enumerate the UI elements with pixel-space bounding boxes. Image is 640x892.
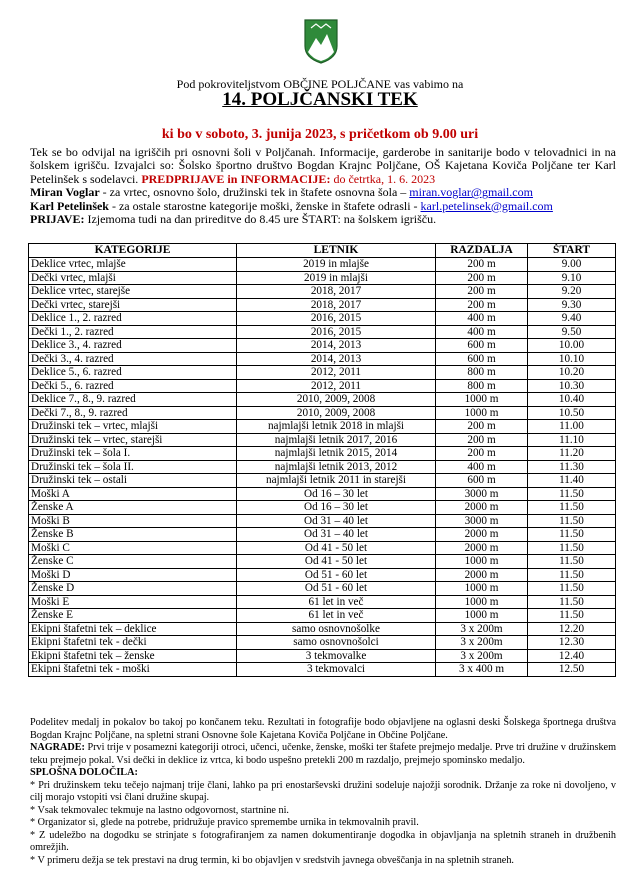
cell-category: Deklice vrtec, mlajše	[29, 258, 237, 272]
cell-start: 9.20	[528, 285, 616, 299]
table-row	[29, 663, 616, 677]
col-header-category: KATEGORIJE	[29, 244, 237, 258]
cell-birth-year: Od 31 – 40 let	[237, 528, 436, 542]
cell-distance: 200 m	[436, 298, 528, 312]
cell-start: 10.00	[528, 339, 616, 353]
contact-role-2: - za ostale starostne kategorije moški, ženske in štafete odrasli -	[111, 198, 418, 213]
sponsor-line: Pod pokroviteljstvom OBČINE POLJČANE vas vabimo na	[176, 77, 464, 91]
cell-category: Ženske B	[29, 528, 237, 542]
table-row	[29, 568, 616, 582]
footer-rule-2: * Vsak tekmovalec tekmuje na lastno odgovornost, startnine ni.	[30, 804, 289, 816]
footer-rule-3: * Organizator si, glede na potrebe, pridružuje pravico spremembe urnika in tekmovalnih pravil.	[30, 817, 419, 828]
cell-start: 11.50	[528, 568, 616, 582]
cell-category: Družinski tek – šola I.	[29, 447, 237, 461]
cell-birth-year: Od 31 – 40 let	[237, 514, 436, 528]
cell-birth-year: samo osnovnošolci	[237, 636, 436, 650]
cell-category: Moški C	[29, 541, 237, 555]
table-row	[29, 271, 616, 285]
cell-distance: 1000 m	[436, 393, 528, 407]
table-row	[29, 541, 616, 555]
table-row	[29, 285, 616, 299]
cell-birth-year: 2018, 2017	[237, 298, 436, 312]
cell-start: 11.50	[528, 595, 616, 609]
table-row	[29, 379, 616, 393]
footer-awards: NAGRADE: Prvi trije v posamezni kategoriji otroci, učenci, učenke, ženske, moški ter štafete prejmejo medalje. Prve tri družine v družinskem teku prejmejo pokal. Vsi dečki in deklice iz vrtca, ki bodo uspešno pretekli 200 m razdaljo, prejmejo spominsko medaljo.	[30, 742, 616, 766]
cell-birth-year: 2018, 2017	[237, 285, 436, 299]
table-row	[29, 447, 616, 461]
cell-birth-year: 2019 in mlajše	[237, 258, 436, 272]
contact-email-1[interactable]: miran.voglar@gmail.com	[409, 185, 533, 200]
table-row	[29, 582, 616, 596]
cell-category: Ženske A	[29, 501, 237, 515]
table-row	[29, 487, 616, 501]
registration-note-label: PRIJAVE:	[30, 212, 85, 227]
schedule-table	[28, 243, 616, 677]
cell-category: Ekipni štafetni tek - moški	[29, 663, 237, 677]
contact-email-2[interactable]: karl.petelinsek@gmail.com	[420, 198, 553, 213]
footer-rule-1: * Pri družinskem teku tečejo najmanj trije člani, lahko pa pri enostarševski družini sodeluje najožji sorodnik. Držanje za roke ni dovoljeno, v cilj morajo vstopiti vsi člani družine skupaj.	[30, 779, 616, 803]
cell-distance: 400 m	[436, 312, 528, 326]
cell-birth-year: 2014, 2013	[237, 339, 436, 353]
cell-category: Družinski tek – vrtec, starejši	[29, 433, 237, 447]
cell-distance: 1000 m	[436, 582, 528, 596]
cell-start: 9.40	[528, 312, 616, 326]
intro-text: Tek se bo odvijal na igriščih pri osnovni šoli v Poljčanah. Informacije, garderobe in sanitarije bodo v telovadnici in na šolskem igrišču. Izvajalci so: Šolsko športno društvo Bogdan Krajnc Poljčane, OŠ Kajetana Koviča Poljčane ter Karl Petelinšek s sodelavci.	[30, 145, 616, 186]
cell-birth-year: Od 41 - 50 let	[237, 541, 436, 555]
cell-birth-year: 2012, 2011	[237, 379, 436, 393]
cell-distance: 400 m	[436, 460, 528, 474]
event-title: 14. POLJČANSKI TEK	[222, 89, 418, 110]
cell-category: Dečki 3., 4. razred	[29, 352, 237, 366]
cell-start: 10.40	[528, 393, 616, 407]
cell-distance: 600 m	[436, 352, 528, 366]
table-row	[29, 406, 616, 420]
table-row	[29, 393, 616, 407]
cell-distance: 2000 m	[436, 501, 528, 515]
cell-category: Deklice 3., 4. razred	[29, 339, 237, 353]
cell-start: 11.50	[528, 514, 616, 528]
table-row	[29, 366, 616, 380]
cell-distance: 1000 m	[436, 406, 528, 420]
municipality-crest-icon	[303, 18, 339, 64]
cell-category: Deklice 1., 2. razred	[29, 312, 237, 326]
cell-distance: 1000 m	[436, 595, 528, 609]
cell-birth-year: 61 let in več	[237, 609, 436, 623]
table-row	[29, 312, 616, 326]
cell-start: 10.10	[528, 352, 616, 366]
cell-birth-year: najmlajši letnik 2018 in mlajši	[237, 420, 436, 434]
cell-category: Ženske D	[29, 582, 237, 596]
contact-name-2: Karl Petelinšek	[30, 198, 109, 213]
cell-distance: 3000 m	[436, 514, 528, 528]
cell-category: Deklice vrtec, starejše	[29, 285, 237, 299]
cell-start: 11.20	[528, 447, 616, 461]
cell-start: 10.50	[528, 406, 616, 420]
cell-birth-year: 61 let in več	[237, 595, 436, 609]
table-row	[29, 420, 616, 434]
cell-birth-year: samo osnovnošolke	[237, 622, 436, 636]
cell-start: 11.00	[528, 420, 616, 434]
table-row	[29, 501, 616, 515]
cell-start: 11.50	[528, 541, 616, 555]
cell-distance: 200 m	[436, 285, 528, 299]
cell-start: 12.30	[528, 636, 616, 650]
table-row	[29, 595, 616, 609]
footer-rules-heading: SPLOŠNA DOLOČILA:	[30, 767, 138, 778]
cell-distance: 800 m	[436, 366, 528, 380]
cell-distance: 200 m	[436, 258, 528, 272]
cell-start: 11.40	[528, 474, 616, 488]
cell-distance: 200 m	[436, 447, 528, 461]
cell-distance: 1000 m	[436, 609, 528, 623]
cell-start: 9.10	[528, 271, 616, 285]
cell-distance: 3 x 400 m	[436, 663, 528, 677]
cell-birth-year: Od 16 – 30 let	[237, 501, 436, 515]
cell-category: Dečki 5., 6. razred	[29, 379, 237, 393]
cell-distance: 2000 m	[436, 541, 528, 555]
cell-start: 11.50	[528, 487, 616, 501]
cell-distance: 3 x 200m	[436, 649, 528, 663]
cell-category: Družinski tek – vrtec, mlajši	[29, 420, 237, 434]
cell-birth-year: najmlajši letnik 2017, 2016	[237, 433, 436, 447]
registration-heading: PREDPRIJAVE in INFORMACIJE:	[141, 171, 331, 186]
registration-note: Izjemoma tudi na dan prireditve do 8.45 ure ŠTART: na šolskem igrišču.	[87, 212, 437, 227]
cell-category: Dečki vrtec, starejši	[29, 298, 237, 312]
cell-distance: 3000 m	[436, 487, 528, 501]
cell-birth-year: najmlajši letnik 2011 in starejši	[237, 474, 436, 488]
cell-birth-year: najmlajši letnik 2015, 2014	[237, 447, 436, 461]
cell-birth-year: najmlajši letnik 2013, 2012	[237, 460, 436, 474]
cell-start: 12.40	[528, 649, 616, 663]
cell-distance: 3 x 200m	[436, 622, 528, 636]
cell-distance: 200 m	[436, 420, 528, 434]
cell-category: Deklice 5., 6. razred	[29, 366, 237, 380]
cell-category: Dečki 1., 2. razred	[29, 325, 237, 339]
cell-start: 10.20	[528, 366, 616, 380]
table-row	[29, 352, 616, 366]
cell-distance: 2000 m	[436, 568, 528, 582]
cell-birth-year: Od 41 - 50 let	[237, 555, 436, 569]
cell-birth-year: 2014, 2013	[237, 352, 436, 366]
cell-category: Ekipni štafetni tek - dečki	[29, 636, 237, 650]
cell-birth-year: Od 51 - 60 let	[237, 568, 436, 582]
table-row	[29, 474, 616, 488]
cell-category: Moški B	[29, 514, 237, 528]
contact-name-1: Miran Voglar	[30, 185, 100, 200]
cell-birth-year: 3 tekmovalci	[237, 663, 436, 677]
table-row	[29, 622, 616, 636]
cell-category: Dečki 7., 8., 9. razred	[29, 406, 237, 420]
cell-start: 11.50	[528, 582, 616, 596]
cell-category: Ekipni štafetni tek – deklice	[29, 622, 237, 636]
cell-distance: 200 m	[436, 433, 528, 447]
footer-rule-4: * Z udeležbo na dogodku se strinjate s fotografiranjem za namen dokumentiranje dogodka in objavljanja na spletnih straneh in družbenih omrežjih.	[30, 829, 616, 853]
cell-category: Dečki vrtec, mlajši	[29, 271, 237, 285]
cell-category: Ženske C	[29, 555, 237, 569]
cell-category: Ekipni štafetni tek – ženske	[29, 649, 237, 663]
table-row	[29, 339, 616, 353]
cell-category: Moški D	[29, 568, 237, 582]
cell-distance: 600 m	[436, 474, 528, 488]
cell-distance: 600 m	[436, 339, 528, 353]
cell-start: 12.20	[528, 622, 616, 636]
cell-distance: 3 x 200m	[436, 636, 528, 650]
cell-category: Družinski tek – ostali	[29, 474, 237, 488]
cell-category: Moški A	[29, 487, 237, 501]
contact-role-1: - za vrtec, osnovno šolo, družinski tek in štafete osnovna šola –	[102, 185, 407, 200]
cell-start: 9.50	[528, 325, 616, 339]
table-row	[29, 460, 616, 474]
cell-start: 11.10	[528, 433, 616, 447]
table-row	[29, 514, 616, 528]
cell-birth-year: 2010, 2009, 2008	[237, 406, 436, 420]
cell-distance: 200 m	[436, 271, 528, 285]
cell-start: 12.50	[528, 663, 616, 677]
table-row	[29, 433, 616, 447]
footer-rule-5: * V primeru dežja se tek prestavi na drug termin, ki bo objavljen v sredstvih javnega obveščanja in na spletnih straneh.	[30, 854, 514, 866]
cell-start: 11.50	[528, 609, 616, 623]
table-row	[29, 528, 616, 542]
cell-birth-year: 2016, 2015	[237, 312, 436, 326]
cell-start: 10.30	[528, 379, 616, 393]
registration-deadline: do četrtka, 1. 6. 2023	[333, 171, 436, 186]
event-date: ki bo v soboto, 3. junija 2023, s pričetkom ob 9.00 uri	[161, 127, 479, 142]
cell-birth-year: Od 16 – 30 let	[237, 487, 436, 501]
footer-medals: Podelitev medalj in pokalov bo takoj po končanem teku. Rezultati in fotografije bodo objavljene na oglasni deski Šolskega športnega društva Bogdan Krajnc Poljčane, na spletni strani Osnovne šole Kajetana Koviča Poljčane in Občine Poljčane.	[30, 717, 616, 741]
cell-start: 11.50	[528, 501, 616, 515]
table-row	[29, 636, 616, 650]
cell-distance: 2000 m	[436, 528, 528, 542]
cell-birth-year: 3 tekmovalke	[237, 649, 436, 663]
cell-birth-year: 2019 in mlajši	[237, 271, 436, 285]
cell-start: 11.30	[528, 460, 616, 474]
table-row	[29, 609, 616, 623]
table-row	[29, 298, 616, 312]
cell-category: Moški E	[29, 595, 237, 609]
footer-notes	[30, 717, 616, 867]
cell-start: 9.00	[528, 258, 616, 272]
col-header-start: ŠTART	[528, 244, 616, 258]
cell-distance: 1000 m	[436, 555, 528, 569]
cell-birth-year: 2016, 2015	[237, 325, 436, 339]
cell-birth-year: 2012, 2011	[237, 366, 436, 380]
cell-birth-year: 2010, 2009, 2008	[237, 393, 436, 407]
col-header-birth-year: LETNIK	[237, 244, 436, 258]
table-row	[29, 258, 616, 272]
cell-start: 9.30	[528, 298, 616, 312]
cell-category: Deklice 7., 8., 9. razred	[29, 393, 237, 407]
table-header-row	[29, 244, 616, 258]
cell-start: 11.50	[528, 555, 616, 569]
cell-distance: 800 m	[436, 379, 528, 393]
cell-distance: 400 m	[436, 325, 528, 339]
cell-category: Ženske E	[29, 609, 237, 623]
cell-start: 11.50	[528, 528, 616, 542]
cell-birth-year: Od 51 - 60 let	[237, 582, 436, 596]
table-row	[29, 555, 616, 569]
intro-block	[30, 146, 616, 226]
table-row	[29, 649, 616, 663]
cell-category: Družinski tek – šola II.	[29, 460, 237, 474]
col-header-distance: RAZDALJA	[436, 244, 528, 258]
table-row	[29, 325, 616, 339]
